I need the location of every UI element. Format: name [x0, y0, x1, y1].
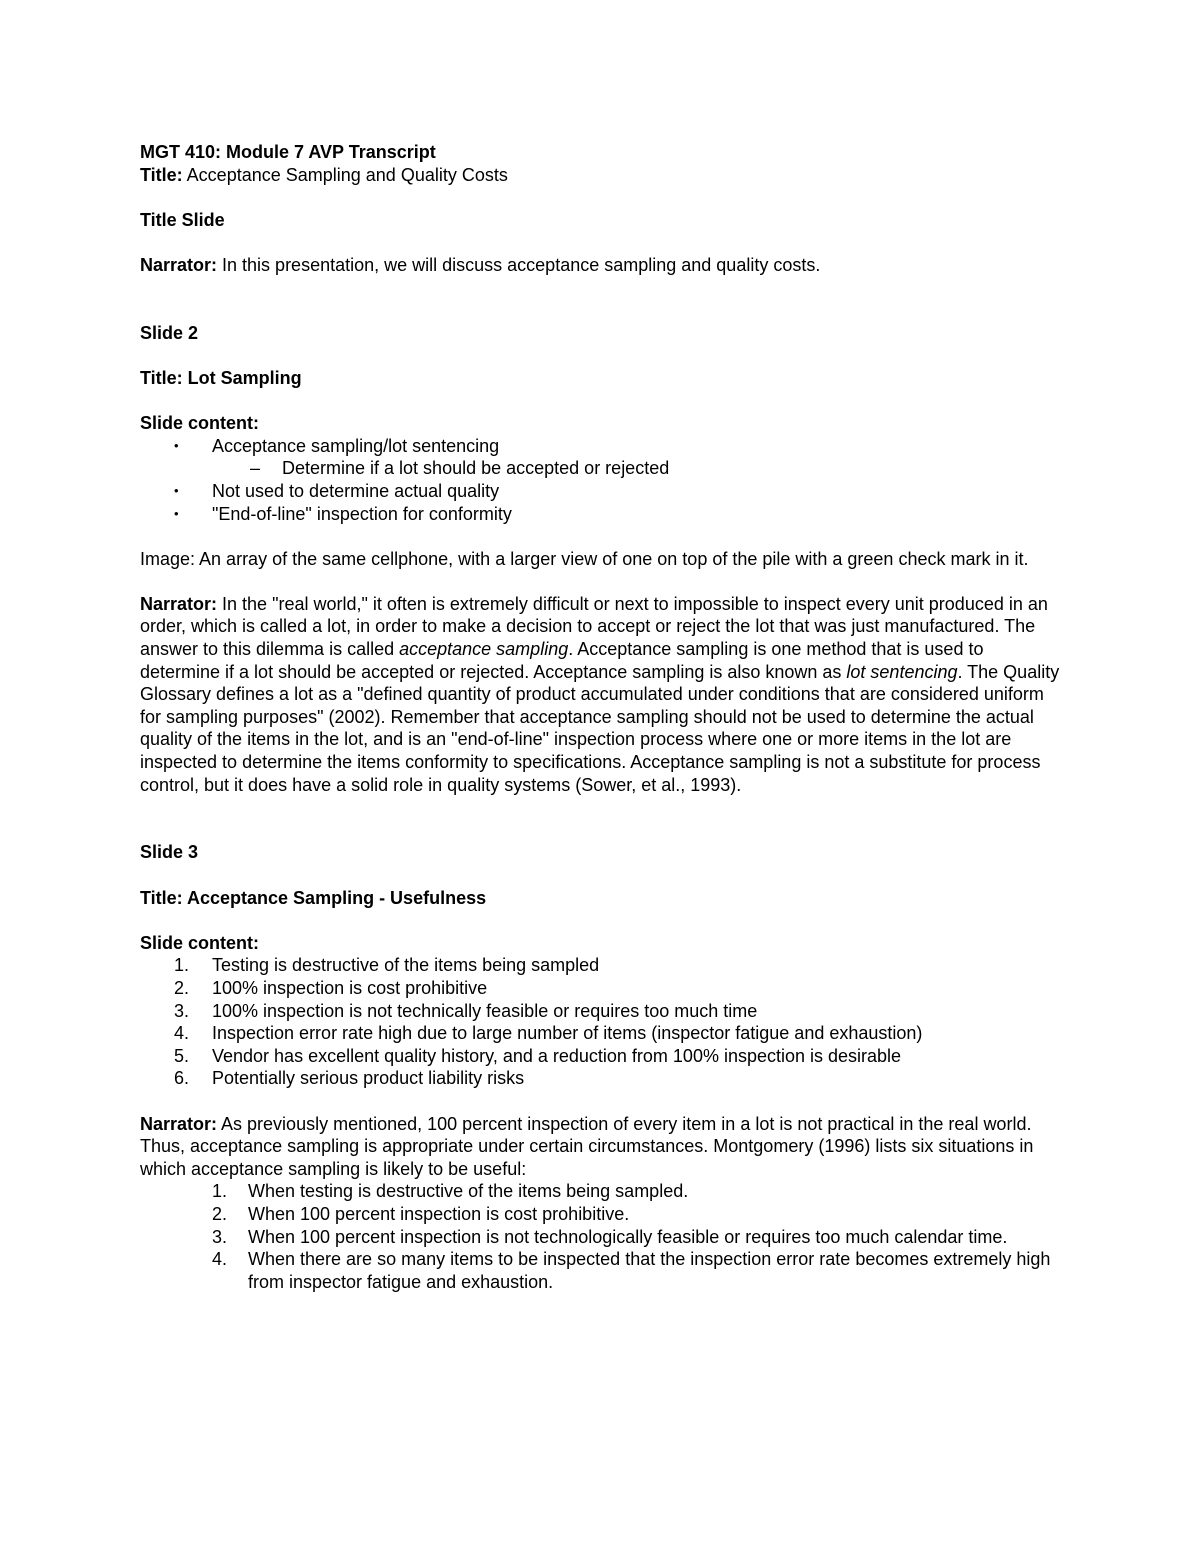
list-item: • "End-of-line" inspection for conformity: [140, 503, 1060, 526]
list-item: 1. Testing is destructive of the items being sampled: [174, 955, 600, 976]
slide2-title: Title: Lot Sampling: [140, 367, 302, 388]
list-item: 6. Potentially serious product liability risks: [174, 1068, 525, 1089]
narrator-text: In this presentation, we will discuss acceptance sampling and quality costs.: [217, 254, 821, 275]
list-item: • Acceptance sampling/lot sentencing – Determine if a lot should be accepted or rejected: [140, 435, 1060, 480]
document-body: [140, 141, 1060, 1293]
list-item: 1. When testing is destructive of the items being sampled.: [212, 1181, 689, 1202]
title-slide-narrator: [140, 254, 1060, 277]
title-text: Acceptance Sampling and Quality Costs: [182, 164, 508, 185]
slide2-heading: Slide 2: [140, 322, 199, 343]
list-item: 4. When there are so many items to be inspected that the inspection error rate becomes extremely high from inspector fatigue and exhaustion.: [212, 1249, 1051, 1292]
image-text: : An array of the same cellphone, with a larger view of one on top of the pile with a green check mark in it.: [190, 548, 1029, 569]
narrator-label: Narrator:: [140, 254, 218, 275]
title-label: Title:: [140, 164, 183, 185]
slide3-title: Title: Acceptance Sampling - Usefulness: [140, 887, 487, 908]
list-item: 3. When 100 percent inspection is not technologically feasible or requires too much calendar time.: [212, 1226, 1008, 1247]
list-item: • Not used to determine actual quality: [140, 480, 1060, 503]
title-slide-heading: Title Slide: [140, 209, 225, 230]
narrator-label: Narrator:: [140, 593, 218, 614]
slide3-numbered-list: [140, 954, 1060, 1090]
emphasis-term: acceptance sampling: [399, 639, 569, 660]
slide3-content-label: Slide content:: [140, 932, 260, 953]
slide2-bullet-list: [140, 435, 1060, 525]
sub-bullet-list: [212, 457, 1060, 480]
list-item: 2. 100% inspection is cost prohibitive: [174, 977, 488, 998]
slide2-image-description: [140, 548, 1060, 571]
list-item: – Determine if a lot should be accepted or rejected: [140, 457, 1060, 480]
image-label: Image: [140, 548, 191, 569]
slide2-narrator: Narrator: In the "real world," it often is extremely difficult or next to impossible to inspect every unit produced in an order, which is called a lot, in order to make a decision to accept or reject the lot that was just manufactured. The answer to this dilemma is called acceptance sampling. Acceptance sampling is one method that is used to determine if a lot should be accepted or rejected. Acceptance sampling is also known as lot sentencing. The Quality Glossary defines a lot as a "defined quantity of product accumulated under conditions that are considered uniform for sampling purposes" (2002). Remember that acceptance sampling should not be used to determine the actual quality of the items in the lot, and is an "end-of-line" inspection process where one or more items in the lot are inspected to determine the items conformity to specifications. Acceptance sampling is not a substitute for process control, but it does have a solid role in quality systems (Sower, et al., 1993).: [140, 593, 1060, 795]
slide3-narrator-list: [140, 1180, 1060, 1293]
list-item: 4. Inspection error rate high due to large number of items (inspector fatigue and exhaustion): [174, 1023, 923, 1044]
list-item: 5. Vendor has excellent quality history, and a reduction from 100% inspection is desirable: [174, 1045, 902, 1066]
slide3-heading: Slide 3: [140, 842, 199, 863]
narrator-label: Narrator:: [140, 1113, 218, 1134]
emphasis-term: lot sentencing: [846, 661, 958, 682]
narrator-text: As previously mentioned, 100 percent inspection of every item in a lot is not practical in the real world. Thus, acceptance sampling is appropriate under certain circumstances. Montgomery (1996) lists six situations in which acceptance sampling is likely to be useful:: [140, 1113, 1034, 1179]
slide3-narrator: [140, 1113, 1060, 1181]
list-item: 2. When 100 percent inspection is cost prohibitive.: [212, 1203, 630, 1224]
list-item: 3. 100% inspection is not technically feasible or requires too much time: [174, 1000, 758, 1021]
slide2-content-label: Slide content:: [140, 413, 260, 434]
document-title: [140, 164, 1060, 187]
course-heading: MGT 410: Module 7 AVP Transcript: [140, 142, 436, 162]
